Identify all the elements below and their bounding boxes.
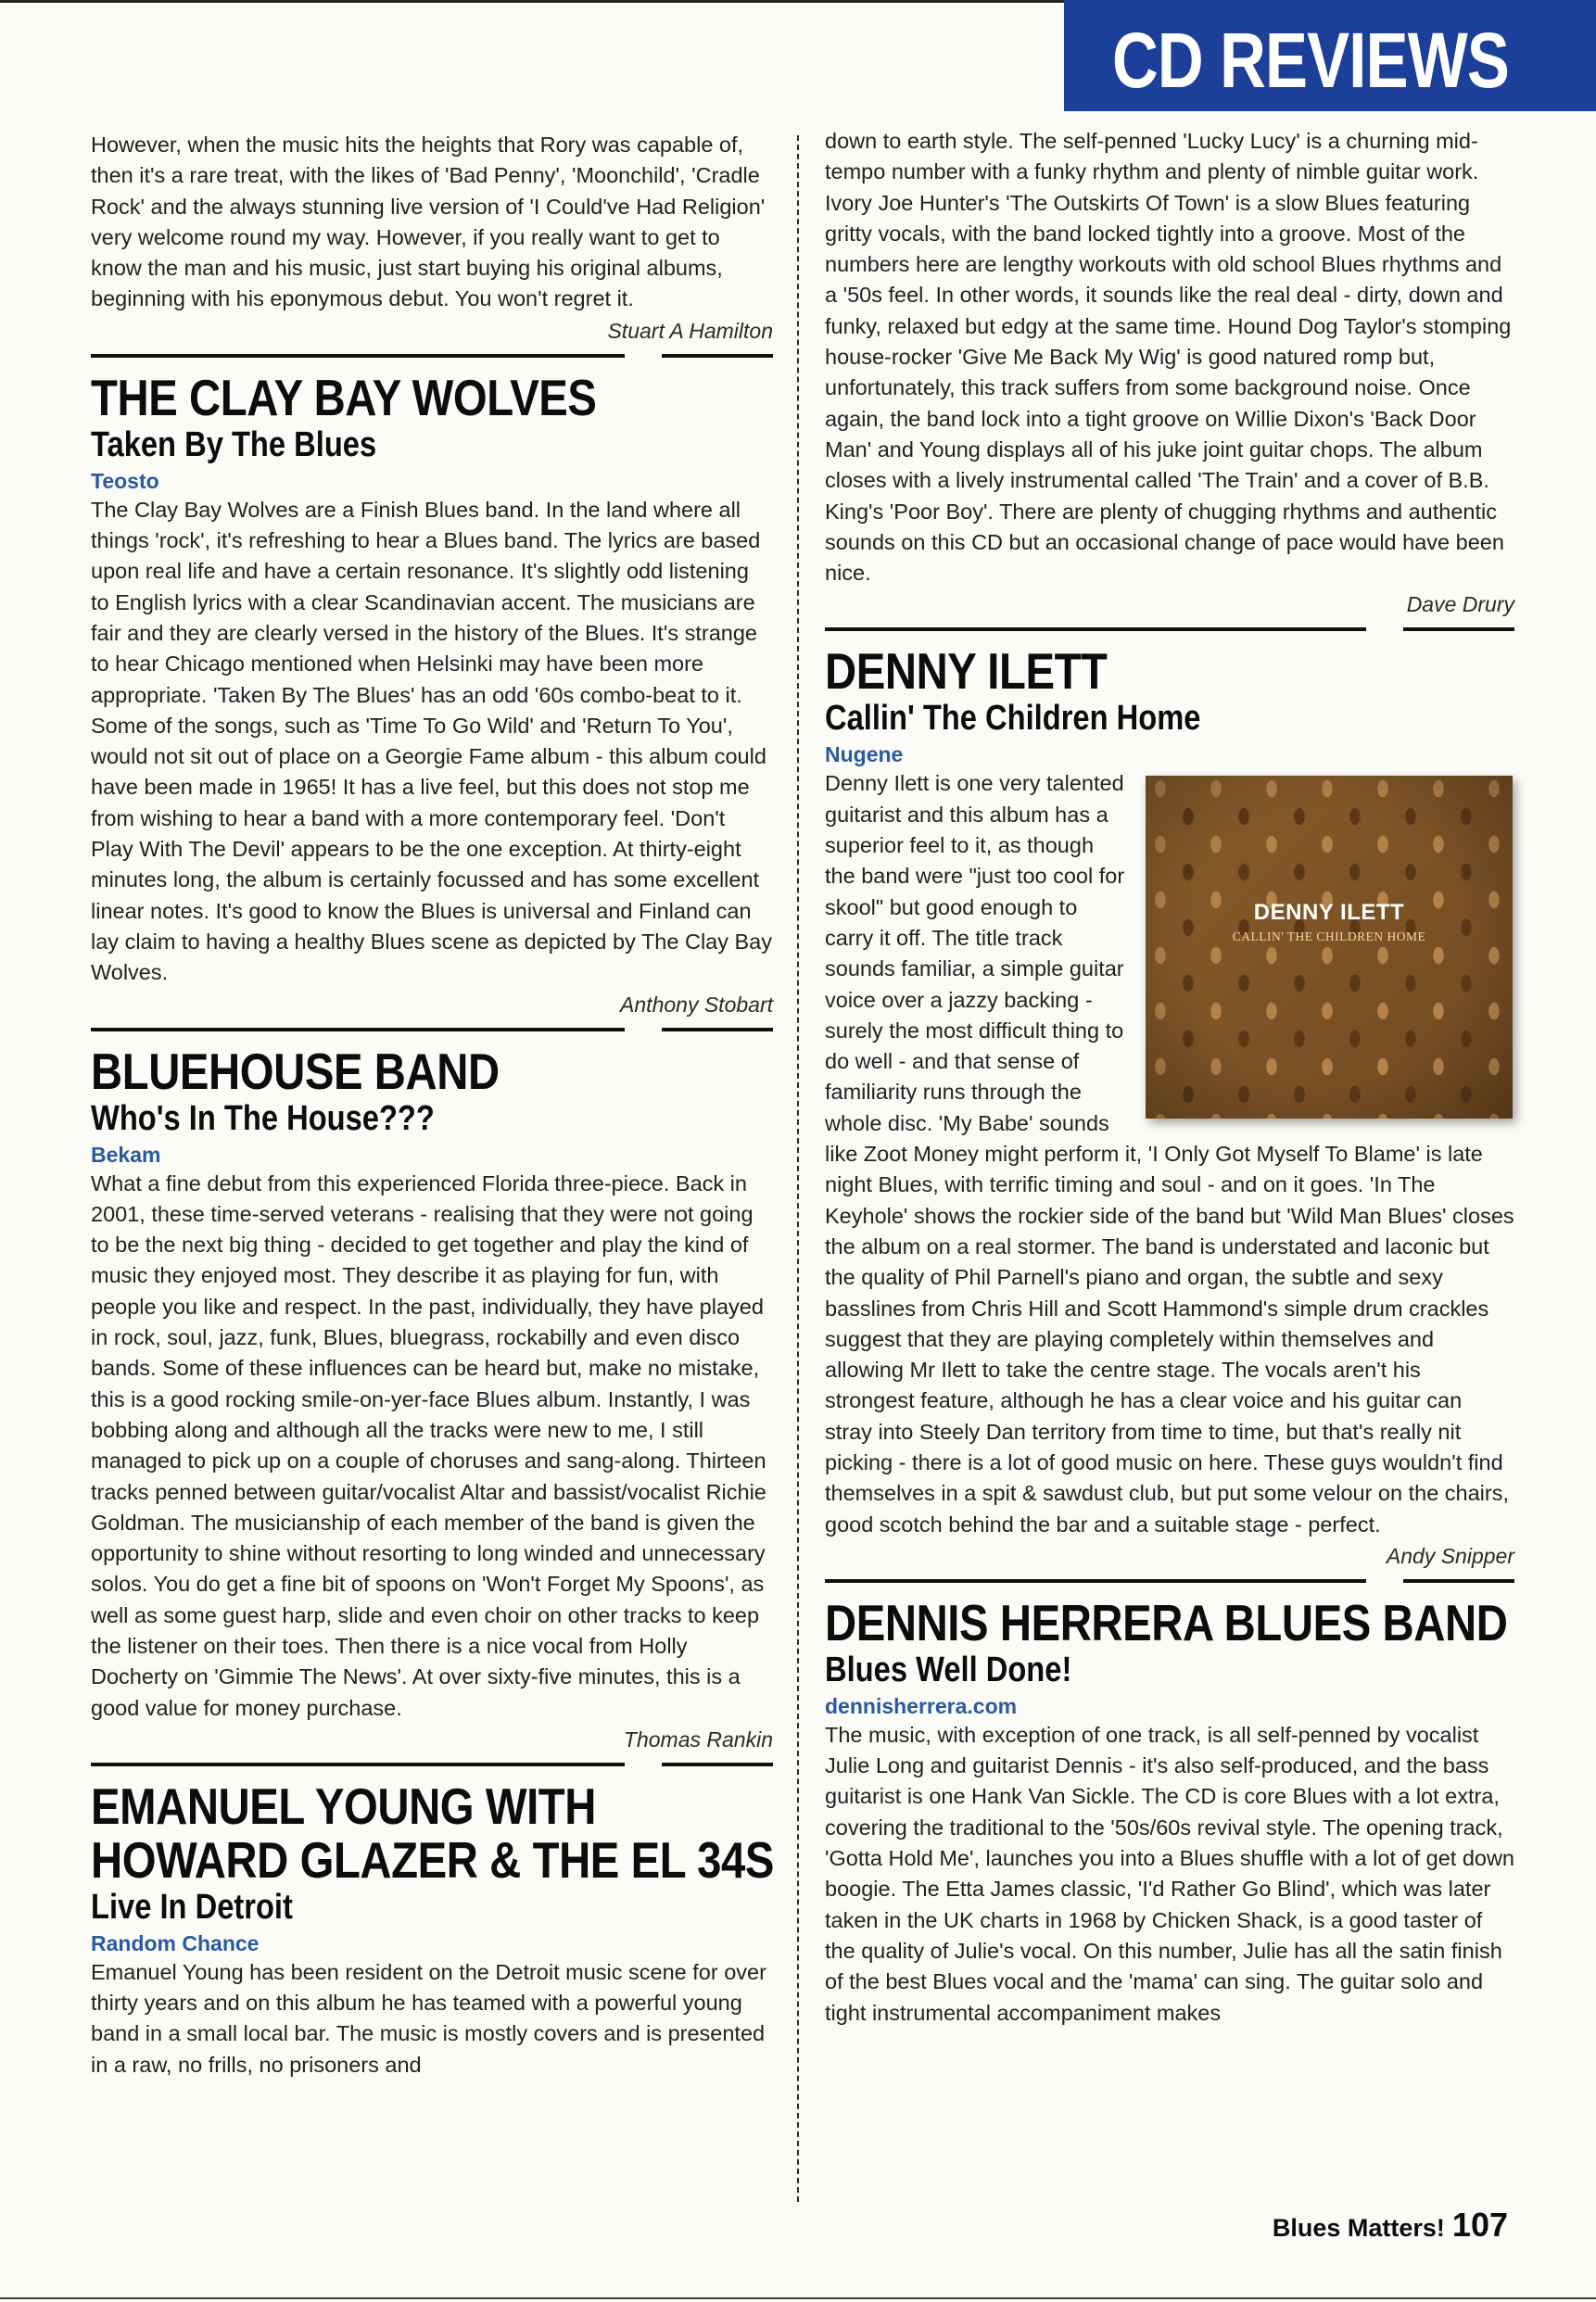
review-bluehouse-band bbox=[91, 1044, 773, 1753]
album-title: Callin' The Children Home bbox=[825, 699, 1201, 739]
record-label: Teosto bbox=[91, 468, 159, 493]
separator bbox=[91, 1763, 773, 1766]
artist-name: THE CLAY BAY WOLVES bbox=[91, 368, 597, 426]
review-byline: Anthony Stobart bbox=[620, 992, 773, 1017]
continued-text: down to earth style. The self-penned 'Lucky Lucy' is a churning mid-tempo number with a funky rhythm and plenty of nimble guitar work. Ivory Joe Hunter's 'The Outskirts Of Town' is a slow Blues featuring gritty vocals, with the band locked tightly into a groove. Most of the numbers here are lengthy workouts with old school Blues rhythms and a '50s feel. In other words, it sounds like the real deal - dirty, down and funky, relaxed but edgy at the same time. Hound Dog Taylor's stomping house-rocker 'Give Me Back My Wig' is good natured romp but, unfortunately, this track suffers from some background noise. Once again, the band lock into a tight groove on Willie Dixon's 'Back Door Man' and Young displays all of his juke joint guitar chops. The album closes with a lively instrumental called 'The Train' and a cover of B.B. King's 'Poor Boy'. There are plenty of chugging rhythms and authentic sounds on this CD but an occasional change of pace would have been nice. bbox=[825, 129, 1512, 586]
separator bbox=[825, 627, 1514, 631]
record-label: Bekam bbox=[91, 1142, 161, 1167]
review-dennis-herrera bbox=[825, 1593, 1515, 2029]
album-title: Blues Well Done! bbox=[825, 1650, 1072, 1689]
cover-subtitle: CALLIN' THE CHILDREN HOME bbox=[1232, 930, 1426, 944]
review-text: The Clay Bay Wolves are a Finish Blues band. In the land where all things 'rock', it's refreshing to hear a Blues band. The lyrics are based upon real life and have a certain resonance. It's slightly odd listening to English lyrics with a clear Scandinavian accent. The musicians are fair and they are clearly versed in the history of the Blues. It's strange to hear Chicago mentioned when Helsinki may have been more appropriate. 'Taken By The Blues' has an odd '60s combo-beat to it. Some of the songs, such as 'Time To Go Wild' and 'Return To You', would not sit out of place on a Georgie Fame album - this album could have been made in 1965! It has a live feel, but this does not stop me from wishing to hear a band with a more contemporary feel. 'Don't Play With The Devil' appears to be the one exception. At thirty-eight minutes long, the album is certainly focussed and has some excellent linear notes. It's good to know the Blues is universal and Finland can lay claim to having a healthy Blues scene as depicted by The Clay Bay Wolves. bbox=[91, 497, 773, 985]
separator bbox=[91, 354, 773, 358]
section-banner bbox=[1064, 0, 1596, 111]
separator bbox=[825, 1579, 1514, 1583]
cover-title: DENNY ILETT bbox=[1253, 900, 1405, 926]
column-divider bbox=[797, 135, 799, 2202]
review-text: The music, with exception of one track, is all self-penned by vocalist Julie Long and guitarist Dennis - it's also self-produced, and the bass guitarist is one Hank Van Sickle. The CD is core Blues with a lot extra, covering the traditional to the '50s/60s revival style. The opening track, 'Gotta Hold Me', launches you into a Blues shuffle with a lot of get down boogie. The Etta James classic, 'I'd Rather Go Blind', which was later taken in the UK charts in 1968 by Chicken Shack, is a good taster of the quality of Julie's vocal. On this number, Julie has all the satin finish of the best Blues vocal and the 'mama' can sing. The guitar solo and tight instrumental accompaniment makes bbox=[825, 1722, 1515, 2025]
album-title: Live In Detroit bbox=[91, 1887, 293, 1927]
review-text: Emanuel Young has been resident on the Detroit music scene for over thirty years and on this album he has teamed with a powerful young band in a small local bar. The music is mostly covers and is presented in a raw, no frills, no prisoners and bbox=[91, 1959, 766, 2077]
right-column bbox=[825, 126, 1514, 2202]
intro-text: However, when the music hits the heights that Rory was capable of, then it's a rare treat, with the likes of 'Bad Penny', 'Moonchild', 'Cradle Rock' and the always stunning live version of 'I Could've Had Religion' very welcome round my way. However, if you really want to get to know the man and his music, just start buying his original albums, beginning with his eponymous debut. You won't regret it. bbox=[91, 133, 766, 311]
review-byline: Thomas Rankin bbox=[623, 1726, 773, 1752]
magazine-name: Blues Matters! bbox=[1272, 2214, 1445, 2242]
section-title: CD REVIEWS bbox=[1111, 17, 1509, 104]
review-text: What a fine debut from this experienced Florida three-piece. Back in 2001, these time-served veterans - realising that they were not going to be the next big thing - decided to get together and play the kind of music they enjoyed most. They describe it as playing for fun, with people you like and respect. In the past, individually, they have played in rock, soul, jazz, funk, Blues, bluegrass, rockabilly and even disco bands. Some of these influences can be heard but, make no mistake, this is a good rocking smile-on-yer-face Blues album. Instantly, I was bobbing along and although all the tracks were new to me, I still managed to pick up on a couple of choruses and sang-along. Thirteen tracks penned between guitar/vocalist Altar and bassist/vocalist Richie Goldman. The musicianship of each member of the band is given the opportunity to shine without resorting to long winded and unnecessary solos. You do get a fine bit of spoons on 'Won't Forget My Spoons', as well as some guest harp, slide and even choir on other tracks to keep the listener on their toes. Then there is a nice vocal from Holly Docherty on 'Gimmie The News'. At over sixty-five minutes, this is a good value for money purchase. bbox=[91, 1170, 766, 1720]
album-cover-image bbox=[1146, 776, 1513, 1119]
record-label: Nugene bbox=[825, 742, 904, 767]
artist-name: BLUEHOUSE BAND bbox=[91, 1042, 500, 1100]
album-title: Taken By The Blues bbox=[91, 424, 377, 464]
artist-name: DENNY ILETT bbox=[825, 642, 1108, 701]
bottom-rule bbox=[0, 2297, 1596, 2299]
review-emanuel-young bbox=[91, 1779, 773, 2081]
artist-name-line-1: EMANUEL YOUNG WITH bbox=[91, 1777, 596, 1835]
review-denny-ilett bbox=[825, 644, 1514, 1569]
artist-name: DENNIS HERRERA BLUES BAND bbox=[825, 1593, 1508, 1651]
artist-name-line-2: HOWARD GLAZER & THE EL 34S bbox=[91, 1830, 774, 1889]
review-text: Denny Ilett is one very talented guitarist and this album has a superior feel to it, as though the band were "just too cool for skool" but good enough to carry it off. The title track sounds familiar, a simple guitar voice over a jazzy backing - surely the most difficult thing to do well - and that sense of familiarity runs through the whole disc. 'My Babe' sounds like Zoot Money might perform it, 'I Only Got Myself To Blame' is late night Blues, with terrific timing and soul - and on it goes. 'In The Keyhole' shows the rockier side of the band but 'Wild Man Blues' closes the album on a real stormer. The band is understated and laconic but the quality of Phil Parnell's piano and organ, the subtle and sexy basslines from Chris Hill and Scott Hammond's simple drum crackles suggest that they are playing completely within themselves and allowing Mr Ilett to take the centre stage. The vocals aren't his strongest feature, although he has a clear voice and his guitar can stray into Steely Dan territory from time to time, but that's really nit picking - there is a lot of good music on here. These guys wouldn't find themselves in a spit & sawdust club, but put some velour on the chairs, good scotch behind the bar and a suitable stage - perfect. bbox=[825, 771, 1514, 1537]
left-column bbox=[91, 130, 773, 2196]
separator bbox=[91, 1028, 773, 1031]
record-label: dennisherrera.com bbox=[825, 1693, 1018, 1718]
page-footer bbox=[1273, 2206, 1508, 2245]
review-clay-bay-wolves bbox=[91, 368, 773, 1018]
record-label: Random Chance bbox=[91, 1930, 260, 1955]
review-byline: Andy Snipper bbox=[1386, 1543, 1514, 1568]
page-number: 107 bbox=[1451, 2206, 1508, 2244]
intro-byline: Stuart A Hamilton bbox=[607, 318, 773, 343]
album-title: Who's In The House??? bbox=[91, 1098, 435, 1138]
continued-byline: Dave Drury bbox=[1406, 592, 1514, 617]
